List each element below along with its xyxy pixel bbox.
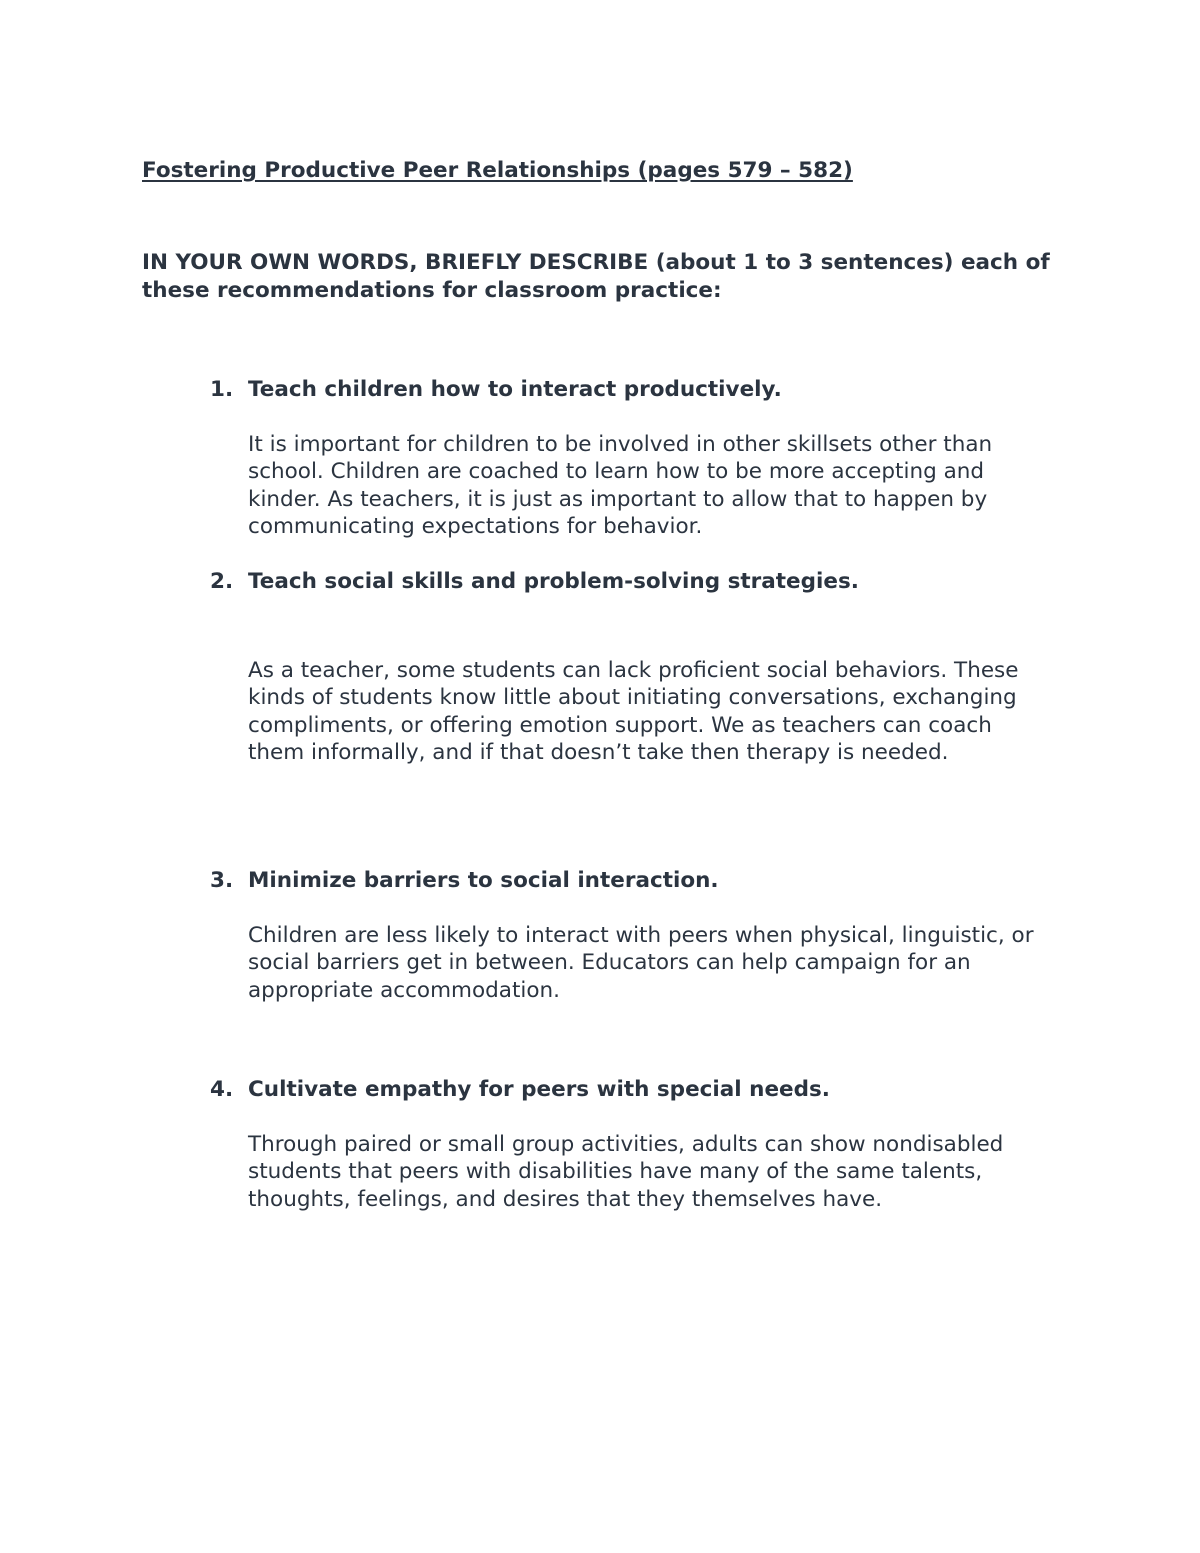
document-title: Fostering Productive Peer Relationships (pages 579 – 582)	[142, 158, 853, 183]
recommendation-item	[210, 867, 1060, 1004]
recommendation-answer: It is important for children to be involved in other skillsets other than school. Children are coached to learn how to be more accepting and kinder. As teachers, it is just as important to allow that to happen by communicating expectations for behavior.	[248, 432, 993, 539]
recommendation-heading: Cultivate empathy for peers with special needs.	[248, 1077, 830, 1102]
recommendation-header	[210, 376, 1060, 404]
recommendation-header	[210, 1076, 1060, 1104]
recommendation-answer: Through paired or small group activities, adults can show nondisabled students that peers with disabilities have many of the same talents, thoughts, feelings, and desires that they themselves have.	[248, 1132, 1004, 1212]
recommendation-header	[210, 867, 1060, 895]
recommendation-item	[210, 568, 1060, 766]
recommendation-heading: Teach children how to interact productively.	[248, 377, 782, 402]
recommendation-header	[210, 568, 1060, 596]
recommendation-heading: Teach social skills and problem-solving strategies.	[248, 569, 859, 594]
item-number: 2.	[210, 569, 234, 594]
recommendation-heading: Minimize barriers to social interaction.	[248, 868, 719, 893]
recommendation-answer: Children are less likely to interact with peers when physical, linguistic, or social barriers get in between. Educators can help campaign for an appropriate accommodation.	[248, 923, 1034, 1003]
recommendation-item	[210, 1076, 1060, 1213]
instructions-text: IN YOUR OWN WORDS, BRIEFLY DESCRIBE (about 1 to 3 sentences) each of these recommendations for classroom practice:	[142, 250, 1050, 303]
item-number: 1.	[210, 377, 234, 402]
item-number: 4.	[210, 1077, 234, 1102]
recommendation-answer: As a teacher, some students can lack proficient social behaviors. These kinds of students know little about initiating conversations, exchanging compliments, or offering emotion support. We as teachers can coach them informally, and if that doesn’t take then therapy is needed.	[248, 658, 1019, 765]
recommendation-item	[210, 376, 1060, 540]
item-number: 3.	[210, 868, 234, 893]
